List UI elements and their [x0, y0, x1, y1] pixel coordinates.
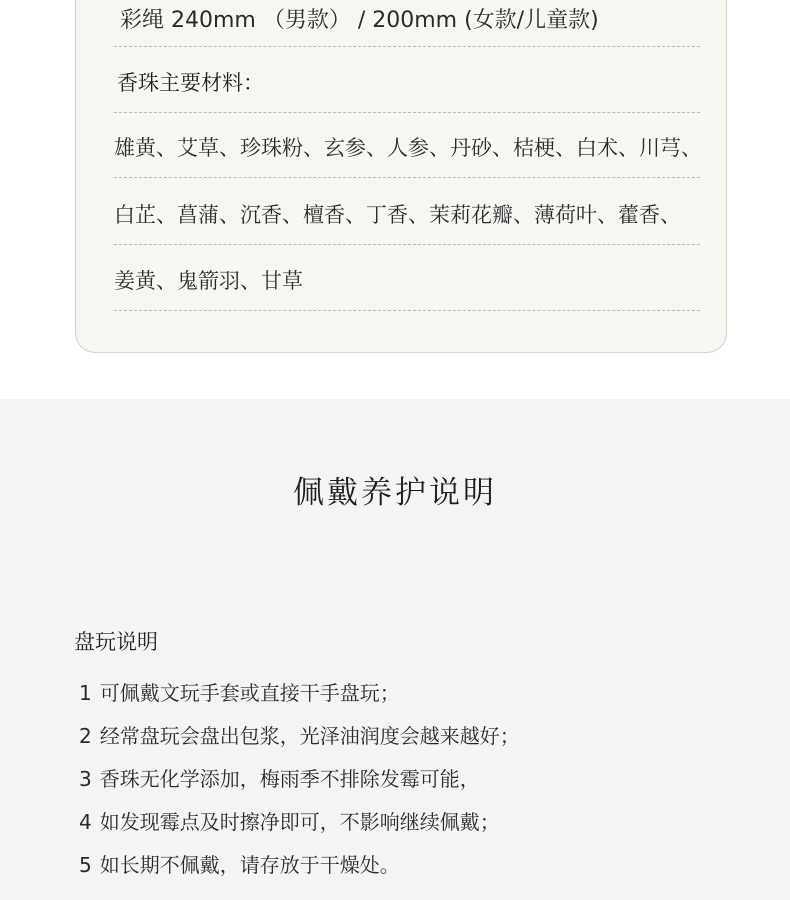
item-text: 可佩戴文玩手套或直接干手盘玩； — [99, 681, 400, 705]
list-item — [79, 766, 520, 809]
section-title: 佩戴养护说明 — [293, 475, 497, 511]
list-item — [79, 723, 520, 766]
list-item — [79, 852, 520, 895]
materials-row — [114, 202, 700, 245]
materials-row — [114, 135, 700, 178]
item-text: 香珠无化学添加，梅雨季不排除发霉可能， — [99, 767, 480, 791]
item-number: 5 — [79, 853, 92, 877]
materials-heading-row — [114, 70, 700, 113]
item-text: 经常盘玩会盘出包浆，光泽油润度会越来越好； — [99, 724, 520, 748]
materials-text: 姜黄、鬼箭羽、甘草 — [114, 269, 303, 293]
item-number: 3 — [79, 767, 92, 791]
care-instructions-section — [0, 399, 790, 900]
cord-length-text: 彩绳 240mm （男款） / 200mm (女款/儿童款) — [120, 8, 599, 33]
item-text: 如长期不佩戴，请存放于干燥处。 — [99, 853, 400, 877]
list-item — [79, 680, 520, 723]
product-spec-section — [0, 0, 790, 399]
materials-heading: 香珠主要材料： — [117, 71, 264, 95]
item-number: 1 — [79, 681, 92, 705]
item-number: 2 — [79, 724, 92, 748]
materials-text: 白芷、菖蒲、沉香、檀香、丁香、茉莉花瓣、薄荷叶、藿香、 — [114, 203, 681, 227]
play-instructions-heading: 盘玩说明 — [74, 630, 158, 654]
spec-card — [75, 0, 727, 353]
list-item — [79, 809, 520, 852]
cord-length-row — [114, 8, 700, 47]
materials-text: 雄黄、艾草、珍珠粉、玄参、人参、丹砂、桔梗、白术、川芎、 — [114, 136, 702, 160]
item-number: 4 — [79, 810, 92, 834]
care-notes-list — [79, 680, 520, 895]
item-text: 如发现霉点及时擦净即可，不影响继续佩戴； — [99, 810, 500, 834]
materials-row — [114, 268, 700, 311]
